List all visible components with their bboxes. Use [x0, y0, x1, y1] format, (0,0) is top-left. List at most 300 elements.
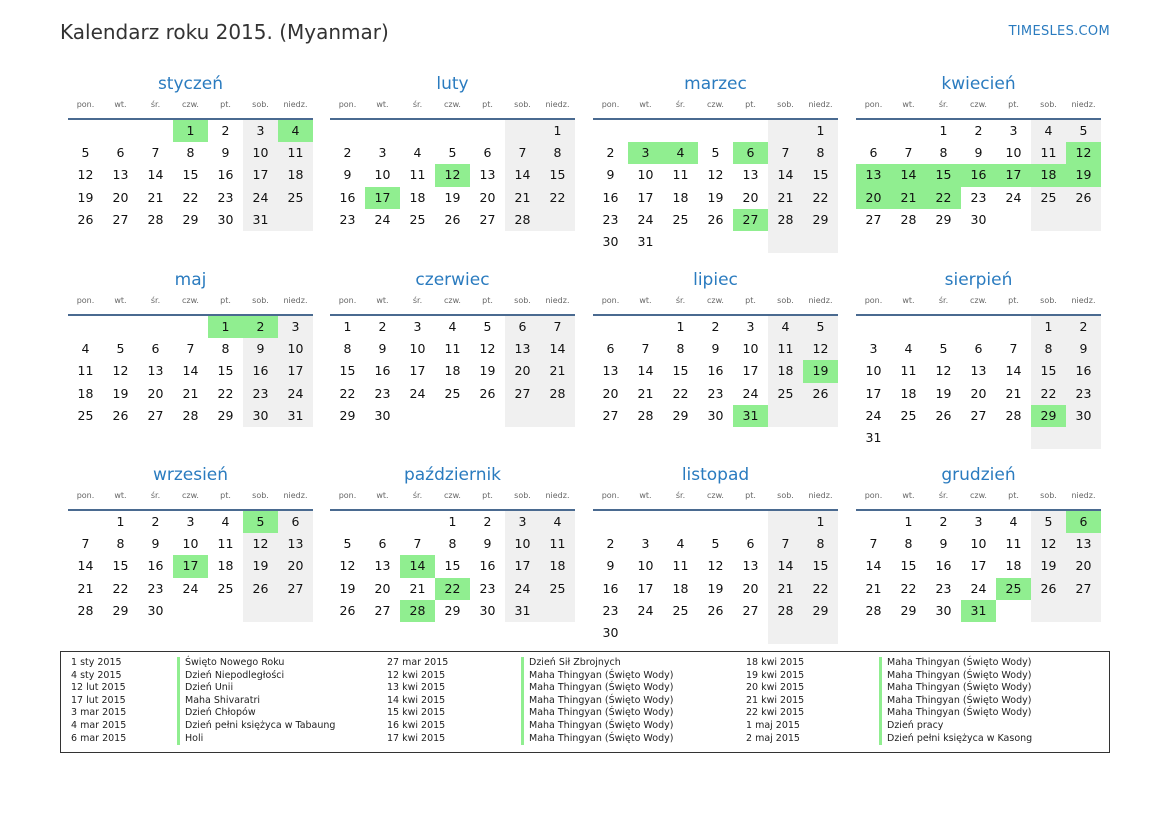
day-cell[interactable]: 24 — [637, 211, 654, 227]
day-cell[interactable]: 21 — [77, 580, 94, 596]
day-cell[interactable]: 5 — [939, 341, 948, 357]
day-cell[interactable]: 25 — [409, 211, 426, 227]
day-cell[interactable]: 29 — [900, 602, 917, 618]
day-cell[interactable]: 18 — [217, 558, 234, 574]
day-cell[interactable]: 29 — [803, 600, 838, 622]
site-link[interactable]: TIMESLES.COM — [1008, 24, 1110, 39]
day-cell[interactable]: 31 — [505, 600, 540, 622]
day-cell[interactable]: 5 — [1031, 511, 1066, 533]
day-cell[interactable]: 20 — [602, 385, 619, 401]
day-cell[interactable]: 15 — [339, 363, 356, 379]
day-cell[interactable]: 3 — [505, 511, 540, 533]
day-cell[interactable]: 7 — [869, 536, 878, 552]
day-cell[interactable]: 6 — [869, 145, 878, 161]
day-cell[interactable]: 29 — [803, 209, 838, 231]
day-cell[interactable]: 13 — [112, 167, 129, 183]
day-cell[interactable]: 22 — [803, 187, 838, 209]
day-cell[interactable]: 28 — [505, 209, 540, 231]
day-cell[interactable]: 9 — [378, 341, 387, 357]
day-cell[interactable]: 6 — [746, 536, 755, 552]
day-cell[interactable]: 23 — [147, 580, 164, 596]
day-cell[interactable]: 7 — [505, 142, 540, 164]
holiday-day-cell[interactable]: 22 — [926, 187, 961, 209]
day-cell[interactable]: 7 — [186, 341, 195, 357]
day-cell[interactable]: 21 — [147, 189, 164, 205]
day-cell[interactable]: 5 — [116, 341, 125, 357]
day-cell[interactable]: 21 — [540, 360, 575, 382]
holiday-day-cell[interactable]: 22 — [435, 578, 470, 600]
day-cell[interactable]: 19 — [479, 363, 496, 379]
day-cell[interactable]: 6 — [483, 145, 492, 161]
day-cell[interactable]: 8 — [1031, 338, 1066, 360]
day-cell[interactable]: 31 — [243, 209, 278, 231]
day-cell[interactable]: 30 — [602, 624, 619, 640]
day-cell[interactable]: 7 — [1009, 341, 1018, 357]
day-cell[interactable]: 9 — [606, 558, 615, 574]
day-cell[interactable]: 26 — [77, 211, 94, 227]
day-cell[interactable]: 10 — [243, 142, 278, 164]
day-cell[interactable]: 8 — [448, 536, 457, 552]
day-cell[interactable]: 18 — [672, 189, 689, 205]
day-cell[interactable]: 11 — [278, 142, 313, 164]
day-cell[interactable]: 2 — [711, 319, 720, 334]
day-cell[interactable]: 22 — [339, 385, 356, 401]
day-cell[interactable]: 26 — [479, 385, 496, 401]
day-cell[interactable]: 22 — [672, 385, 689, 401]
day-cell[interactable]: 30 — [479, 602, 496, 618]
day-cell[interactable]: 19 — [707, 189, 724, 205]
day-cell[interactable]: 12 — [112, 363, 129, 379]
day-cell[interactable]: 8 — [939, 145, 948, 161]
day-cell[interactable]: 27 — [374, 602, 391, 618]
day-cell[interactable]: 26 — [444, 211, 461, 227]
day-cell[interactable]: 16 — [479, 558, 496, 574]
day-cell[interactable]: 4 — [1009, 514, 1018, 529]
holiday-day-cell[interactable]: 1 — [173, 120, 208, 142]
day-cell[interactable]: 2 — [606, 536, 615, 552]
day-cell[interactable]: 18 — [1005, 558, 1022, 574]
day-cell[interactable]: 14 — [182, 363, 199, 379]
day-cell[interactable]: 9 — [243, 338, 278, 360]
day-cell[interactable]: 19 — [935, 385, 952, 401]
holiday-day-cell[interactable]: 3 — [628, 142, 663, 164]
day-cell[interactable]: 3 — [1009, 123, 1018, 138]
day-cell[interactable]: 28 — [182, 407, 199, 423]
day-cell[interactable]: 17 — [637, 580, 654, 596]
day-cell[interactable]: 8 — [803, 533, 838, 555]
day-cell[interactable]: 6 — [974, 341, 983, 357]
holiday-day-cell[interactable]: 12 — [1066, 142, 1101, 164]
day-cell[interactable]: 30 — [374, 407, 391, 423]
day-cell[interactable]: 19 — [77, 189, 94, 205]
day-cell[interactable]: 26 — [1031, 578, 1066, 600]
holiday-day-cell[interactable]: 25 — [996, 578, 1031, 600]
day-cell[interactable]: 19 — [1031, 555, 1066, 577]
day-cell[interactable]: 25 — [900, 407, 917, 423]
day-cell[interactable]: 17 — [278, 360, 313, 382]
holiday-day-cell[interactable]: 14 — [891, 164, 926, 186]
day-cell[interactable]: 2 — [221, 123, 230, 138]
day-cell[interactable]: 17 — [505, 555, 540, 577]
day-cell[interactable]: 18 — [409, 189, 426, 205]
day-cell[interactable]: 16 — [374, 363, 391, 379]
day-cell[interactable]: 18 — [900, 385, 917, 401]
day-cell[interactable]: 11 — [900, 363, 917, 379]
day-cell[interactable]: 5 — [343, 536, 352, 552]
day-cell[interactable]: 21 — [409, 580, 426, 596]
day-cell[interactable]: 7 — [540, 316, 575, 338]
holiday-day-cell[interactable]: 19 — [1066, 164, 1101, 186]
day-cell[interactable]: 24 — [278, 383, 313, 405]
day-cell[interactable]: 24 — [505, 578, 540, 600]
day-cell[interactable]: 6 — [606, 341, 615, 357]
day-cell[interactable]: 5 — [483, 319, 492, 334]
day-cell[interactable]: 23 — [1066, 383, 1101, 405]
holiday-day-cell[interactable]: 31 — [733, 405, 768, 427]
day-cell[interactable]: 3 — [413, 319, 422, 334]
day-cell[interactable]: 7 — [641, 341, 650, 357]
day-cell[interactable]: 20 — [112, 189, 129, 205]
day-cell[interactable]: 7 — [768, 142, 803, 164]
holiday-day-cell[interactable]: 18 — [1031, 164, 1066, 186]
day-cell[interactable]: 18 — [768, 360, 803, 382]
day-cell[interactable]: 31 — [637, 233, 654, 249]
day-cell[interactable]: 16 — [602, 189, 619, 205]
day-cell[interactable]: 17 — [409, 363, 426, 379]
day-cell[interactable]: 6 — [151, 341, 160, 357]
day-cell[interactable]: 31 — [278, 405, 313, 427]
day-cell[interactable]: 3 — [186, 514, 195, 529]
day-cell[interactable]: 29 — [444, 602, 461, 618]
day-cell[interactable]: 19 — [444, 189, 461, 205]
day-cell[interactable]: 27 — [865, 211, 882, 227]
day-cell[interactable]: 4 — [221, 514, 230, 529]
day-cell[interactable]: 18 — [278, 164, 313, 186]
day-cell[interactable]: 21 — [637, 385, 654, 401]
holiday-day-cell[interactable]: 5 — [243, 511, 278, 533]
holiday-day-cell[interactable]: 1 — [208, 316, 243, 338]
day-cell[interactable]: 25 — [278, 187, 313, 209]
day-cell[interactable]: 15 — [112, 558, 129, 574]
day-cell[interactable]: 11 — [672, 558, 689, 574]
day-cell[interactable]: 3 — [869, 341, 878, 357]
day-cell[interactable]: 14 — [540, 338, 575, 360]
day-cell[interactable]: 10 — [865, 363, 882, 379]
holiday-day-cell[interactable]: 28 — [400, 600, 435, 622]
day-cell[interactable]: 25 — [540, 578, 575, 600]
day-cell[interactable]: 14 — [1005, 363, 1022, 379]
holiday-day-cell[interactable]: 20 — [856, 187, 891, 209]
day-cell[interactable]: 21 — [1005, 385, 1022, 401]
day-cell[interactable]: 28 — [768, 209, 803, 231]
day-cell[interactable]: 13 — [970, 363, 987, 379]
day-cell[interactable]: 6 — [116, 145, 125, 161]
day-cell[interactable]: 17 — [970, 558, 987, 574]
day-cell[interactable]: 1 — [116, 514, 125, 529]
day-cell[interactable]: 27 — [505, 383, 540, 405]
day-cell[interactable]: 24 — [182, 580, 199, 596]
day-cell[interactable]: 3 — [974, 514, 983, 529]
day-cell[interactable]: 5 — [81, 145, 90, 161]
day-cell[interactable]: 8 — [540, 142, 575, 164]
holiday-day-cell[interactable]: 14 — [400, 555, 435, 577]
day-cell[interactable]: 24 — [865, 407, 882, 423]
day-cell[interactable]: 12 — [479, 341, 496, 357]
day-cell[interactable]: 26 — [1066, 187, 1101, 209]
day-cell[interactable]: 5 — [711, 536, 720, 552]
day-cell[interactable]: 2 — [483, 514, 492, 529]
day-cell[interactable]: 15 — [672, 363, 689, 379]
day-cell[interactable]: 16 — [339, 189, 356, 205]
day-cell[interactable]: 30 — [970, 211, 987, 227]
day-cell[interactable]: 4 — [81, 341, 90, 357]
day-cell[interactable]: 23 — [243, 383, 278, 405]
day-cell[interactable]: 28 — [637, 407, 654, 423]
day-cell[interactable]: 15 — [217, 363, 234, 379]
day-cell[interactable]: 13 — [742, 558, 759, 574]
day-cell[interactable]: 13 — [1066, 533, 1101, 555]
day-cell[interactable]: 25 — [768, 383, 803, 405]
day-cell[interactable]: 11 — [217, 536, 234, 552]
day-cell[interactable]: 19 — [339, 580, 356, 596]
day-cell[interactable]: 30 — [217, 211, 234, 227]
day-cell[interactable]: 10 — [505, 533, 540, 555]
day-cell[interactable]: 12 — [1031, 533, 1066, 555]
day-cell[interactable]: 28 — [768, 600, 803, 622]
day-cell[interactable]: 27 — [970, 407, 987, 423]
day-cell[interactable]: 23 — [602, 211, 619, 227]
day-cell[interactable]: 10 — [374, 167, 391, 183]
day-cell[interactable]: 30 — [1066, 405, 1101, 427]
day-cell[interactable]: 23 — [602, 602, 619, 618]
holiday-day-cell[interactable]: 31 — [961, 600, 996, 622]
day-cell[interactable]: 16 — [217, 167, 234, 183]
day-cell[interactable]: 28 — [1005, 407, 1022, 423]
day-cell[interactable]: 7 — [151, 145, 160, 161]
day-cell[interactable]: 25 — [672, 211, 689, 227]
day-cell[interactable]: 1 — [676, 319, 685, 334]
day-cell[interactable]: 12 — [707, 558, 724, 574]
day-cell[interactable]: 3 — [378, 145, 387, 161]
day-cell[interactable]: 8 — [221, 341, 230, 357]
day-cell[interactable]: 20 — [278, 555, 313, 577]
day-cell[interactable]: 13 — [479, 167, 496, 183]
day-cell[interactable]: 29 — [217, 407, 234, 423]
day-cell[interactable]: 27 — [112, 211, 129, 227]
day-cell[interactable]: 27 — [1066, 578, 1101, 600]
holiday-day-cell[interactable]: 6 — [733, 142, 768, 164]
day-cell[interactable]: 5 — [448, 145, 457, 161]
day-cell[interactable]: 18 — [540, 555, 575, 577]
day-cell[interactable]: 1 — [803, 511, 838, 533]
day-cell[interactable]: 8 — [116, 536, 125, 552]
day-cell[interactable]: 30 — [707, 407, 724, 423]
day-cell[interactable]: 26 — [707, 602, 724, 618]
day-cell[interactable]: 29 — [339, 407, 356, 423]
day-cell[interactable]: 5 — [803, 316, 838, 338]
day-cell[interactable]: 28 — [540, 383, 575, 405]
day-cell[interactable]: 20 — [147, 385, 164, 401]
day-cell[interactable]: 26 — [803, 383, 838, 405]
day-cell[interactable]: 15 — [444, 558, 461, 574]
day-cell[interactable]: 4 — [448, 319, 457, 334]
day-cell[interactable]: 25 — [1031, 187, 1066, 209]
day-cell[interactable]: 30 — [147, 602, 164, 618]
day-cell[interactable]: 14 — [637, 363, 654, 379]
day-cell[interactable]: 24 — [243, 187, 278, 209]
day-cell[interactable]: 3 — [278, 316, 313, 338]
day-cell[interactable]: 24 — [1005, 189, 1022, 205]
day-cell[interactable]: 2 — [343, 145, 352, 161]
day-cell[interactable]: 16 — [147, 558, 164, 574]
day-cell[interactable]: 14 — [77, 558, 94, 574]
day-cell[interactable]: 9 — [711, 341, 720, 357]
day-cell[interactable]: 26 — [707, 211, 724, 227]
day-cell[interactable]: 27 — [147, 407, 164, 423]
day-cell[interactable]: 9 — [151, 536, 160, 552]
day-cell[interactable]: 2 — [378, 319, 387, 334]
holiday-day-cell[interactable]: 12 — [435, 164, 470, 186]
day-cell[interactable]: 9 — [606, 167, 615, 183]
day-cell[interactable]: 8 — [803, 142, 838, 164]
day-cell[interactable]: 19 — [112, 385, 129, 401]
day-cell[interactable]: 12 — [707, 167, 724, 183]
day-cell[interactable]: 15 — [803, 555, 838, 577]
day-cell[interactable]: 2 — [939, 514, 948, 529]
day-cell[interactable]: 16 — [707, 363, 724, 379]
day-cell[interactable]: 20 — [479, 189, 496, 205]
holiday-day-cell[interactable]: 16 — [961, 164, 996, 186]
day-cell[interactable]: 24 — [637, 602, 654, 618]
day-cell[interactable]: 27 — [278, 578, 313, 600]
day-cell[interactable]: 16 — [935, 558, 952, 574]
day-cell[interactable]: 28 — [77, 602, 94, 618]
day-cell[interactable]: 23 — [339, 211, 356, 227]
day-cell[interactable]: 20 — [970, 385, 987, 401]
day-cell[interactable]: 21 — [182, 385, 199, 401]
holiday-day-cell[interactable]: 13 — [856, 164, 891, 186]
day-cell[interactable]: 15 — [182, 167, 199, 183]
holiday-day-cell[interactable]: 21 — [891, 187, 926, 209]
day-cell[interactable]: 10 — [182, 536, 199, 552]
day-cell[interactable]: 31 — [865, 429, 882, 445]
day-cell[interactable]: 13 — [742, 167, 759, 183]
day-cell[interactable]: 12 — [935, 363, 952, 379]
day-cell[interactable]: 7 — [768, 533, 803, 555]
day-cell[interactable]: 25 — [217, 580, 234, 596]
day-cell[interactable]: 23 — [217, 189, 234, 205]
day-cell[interactable]: 27 — [602, 407, 619, 423]
day-cell[interactable]: 22 — [182, 189, 199, 205]
day-cell[interactable]: 7 — [904, 145, 913, 161]
day-cell[interactable]: 15 — [803, 164, 838, 186]
day-cell[interactable]: 11 — [672, 167, 689, 183]
day-cell[interactable]: 18 — [77, 385, 94, 401]
day-cell[interactable]: 19 — [707, 580, 724, 596]
day-cell[interactable]: 26 — [243, 578, 278, 600]
day-cell[interactable]: 29 — [182, 211, 199, 227]
day-cell[interactable]: 30 — [243, 405, 278, 427]
day-cell[interactable]: 23 — [970, 189, 987, 205]
day-cell[interactable]: 7 — [81, 536, 90, 552]
day-cell[interactable]: 22 — [1031, 383, 1066, 405]
day-cell[interactable]: 11 — [1005, 536, 1022, 552]
day-cell[interactable]: 20 — [374, 580, 391, 596]
day-cell[interactable]: 9 — [939, 536, 948, 552]
day-cell[interactable]: 24 — [409, 385, 426, 401]
day-cell[interactable]: 13 — [374, 558, 391, 574]
day-cell[interactable]: 10 — [637, 558, 654, 574]
day-cell[interactable]: 6 — [378, 536, 387, 552]
day-cell[interactable]: 22 — [900, 580, 917, 596]
day-cell[interactable]: 4 — [768, 316, 803, 338]
day-cell[interactable]: 4 — [540, 511, 575, 533]
day-cell[interactable]: 2 — [1066, 316, 1101, 338]
day-cell[interactable]: 10 — [278, 338, 313, 360]
day-cell[interactable]: 14 — [505, 164, 540, 186]
day-cell[interactable]: 11 — [1031, 142, 1066, 164]
day-cell[interactable]: 27 — [479, 211, 496, 227]
day-cell[interactable]: 29 — [112, 602, 129, 618]
day-cell[interactable]: 16 — [602, 580, 619, 596]
day-cell[interactable]: 8 — [676, 341, 685, 357]
day-cell[interactable]: 8 — [343, 341, 352, 357]
day-cell[interactable]: 10 — [637, 167, 654, 183]
day-cell[interactable]: 27 — [742, 602, 759, 618]
day-cell[interactable]: 23 — [707, 385, 724, 401]
day-cell[interactable]: 8 — [904, 536, 913, 552]
day-cell[interactable]: 26 — [935, 407, 952, 423]
day-cell[interactable]: 17 — [243, 164, 278, 186]
day-cell[interactable]: 28 — [147, 211, 164, 227]
day-cell[interactable]: 25 — [77, 407, 94, 423]
day-cell[interactable]: 28 — [865, 602, 882, 618]
day-cell[interactable]: 12 — [803, 338, 838, 360]
day-cell[interactable]: 11 — [77, 363, 94, 379]
day-cell[interactable]: 22 — [217, 385, 234, 401]
day-cell[interactable]: 24 — [742, 385, 759, 401]
day-cell[interactable]: 2 — [974, 123, 983, 138]
day-cell[interactable]: 11 — [768, 338, 803, 360]
holiday-day-cell[interactable]: 15 — [926, 164, 961, 186]
day-cell[interactable]: 6 — [278, 511, 313, 533]
day-cell[interactable]: 5 — [711, 145, 720, 161]
day-cell[interactable]: 1 — [540, 120, 575, 142]
day-cell[interactable]: 10 — [1005, 145, 1022, 161]
day-cell[interactable]: 25 — [672, 602, 689, 618]
day-cell[interactable]: 10 — [970, 536, 987, 552]
day-cell[interactable]: 30 — [935, 602, 952, 618]
day-cell[interactable]: 24 — [374, 211, 391, 227]
day-cell[interactable]: 20 — [742, 189, 759, 205]
day-cell[interactable]: 24 — [970, 580, 987, 596]
day-cell[interactable]: 21 — [865, 580, 882, 596]
day-cell[interactable]: 15 — [1031, 360, 1066, 382]
day-cell[interactable]: 23 — [374, 385, 391, 401]
day-cell[interactable]: 11 — [540, 533, 575, 555]
holiday-day-cell[interactable]: 4 — [663, 142, 698, 164]
day-cell[interactable]: 9 — [221, 145, 230, 161]
day-cell[interactable]: 22 — [803, 578, 838, 600]
holiday-day-cell[interactable]: 2 — [243, 316, 278, 338]
day-cell[interactable]: 1 — [1031, 316, 1066, 338]
holiday-day-cell[interactable]: 27 — [733, 209, 768, 231]
day-cell[interactable]: 1 — [448, 514, 457, 529]
day-cell[interactable]: 21 — [768, 187, 803, 209]
holiday-day-cell[interactable]: 17 — [996, 164, 1031, 186]
day-cell[interactable]: 14 — [768, 164, 803, 186]
day-cell[interactable]: 2 — [606, 145, 615, 161]
